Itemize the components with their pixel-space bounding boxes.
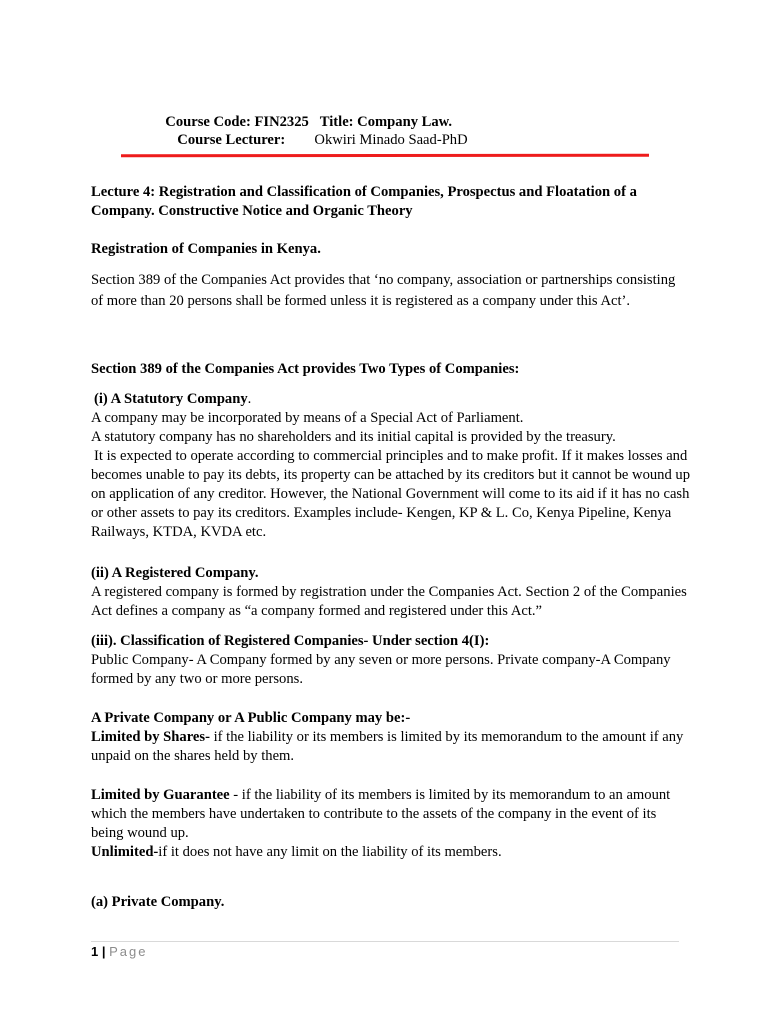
course-title: Title: Company Law. bbox=[319, 114, 453, 130]
types-heading: Section 389 of the Companies Act provides Two Types of Companies: bbox=[91, 361, 520, 377]
classification-heading: (iii). Classification of Registered Companies- Under section 4(I): bbox=[91, 633, 490, 649]
guarantee-section bbox=[91, 786, 691, 862]
may-be-heading: A Private Company or A Public Company may be:- bbox=[91, 710, 411, 726]
lecturer-line bbox=[170, 112, 468, 150]
lecturer-name: Okwiri Minado Saad-PhD bbox=[314, 132, 468, 148]
registered-section bbox=[91, 564, 691, 621]
page-number: 1 bbox=[91, 944, 99, 959]
footer-separator: | bbox=[101, 944, 106, 959]
shares-label: Limited by Shares- bbox=[91, 729, 210, 745]
shares-text: if the liability or its members is limited by its memorandum to the amount if any unpaid on the shares held by them. bbox=[91, 729, 684, 764]
footer-divider bbox=[91, 941, 679, 942]
liability-section bbox=[91, 709, 691, 766]
guarantee-text: - if the liability of its members is limited by its memorandum to an amount which the members have undertaken to contribute to the assets of the company in the event of its being wound up. bbox=[91, 787, 671, 841]
statutory-line-2: A statutory company has no shareholders and its initial capital is provided by the treasury. bbox=[91, 429, 616, 445]
unlimited-text: if it does not have any limit on the liability of its members. bbox=[158, 844, 502, 860]
limited-by-shares bbox=[91, 728, 691, 766]
registration-heading: Registration of Companies in Kenya. bbox=[91, 241, 321, 257]
statutory-line-3: It is expected to operate according to commercial principles and to make profit. If it makes losses and becomes unable to pay its debts, its property can be attached by its creditors but it cannot be wound up on application of any creditor. However, the National Government will come to its aid if it has no cash or other assets to pay its creditors. Examples include- Kengen, KP & L. Co, Kenya Pipeline, Kenya Railways, KTDA, KVDA etc. bbox=[91, 448, 690, 540]
limited-by-guarantee bbox=[91, 786, 691, 843]
header-divider bbox=[121, 154, 649, 157]
guarantee-label: Limited by Guarantee bbox=[91, 787, 230, 803]
statutory-line-1: A company may be incorporated by means of a Special Act of Parliament. bbox=[91, 410, 524, 426]
classification-text: Public Company- A Company formed by any seven or more persons. Private company-A Company formed by any two or more persons. bbox=[91, 652, 671, 687]
registration-text: Section 389 of the Companies Act provides that ‘no company, association or partnerships consisting of more than 20 persons shall be formed unless it is registered as a company under this Act’. bbox=[91, 272, 676, 309]
lecture-heading: Lecture 4: Registration and Classification of Companies, Prospectus and Floatation of a Company. Constructive Notice and Organic Theory bbox=[91, 184, 637, 219]
lecturer-label: Course Lecturer: bbox=[177, 132, 286, 148]
registered-text: A registered company is formed by registration under the Companies Act. Section 2 of the Companies Act defines a company as “a company formed and registered under this Act.” bbox=[91, 584, 687, 619]
statutory-heading-line bbox=[91, 390, 691, 409]
statutory-heading: (i) A Statutory Company bbox=[94, 391, 248, 407]
page-label: Page bbox=[109, 944, 148, 959]
registered-heading: (ii) A Registered Company. bbox=[91, 565, 259, 581]
page-footer bbox=[91, 943, 148, 960]
unlimited bbox=[91, 843, 691, 862]
statutory-section bbox=[91, 390, 691, 542]
private-company-heading: (a) Private Company. bbox=[91, 894, 225, 910]
classification-section bbox=[91, 632, 691, 689]
course-code: Course Code: FIN2325 bbox=[165, 114, 309, 130]
unlimited-label: Unlimited- bbox=[91, 844, 159, 860]
statutory-heading-tail: . bbox=[247, 391, 252, 407]
